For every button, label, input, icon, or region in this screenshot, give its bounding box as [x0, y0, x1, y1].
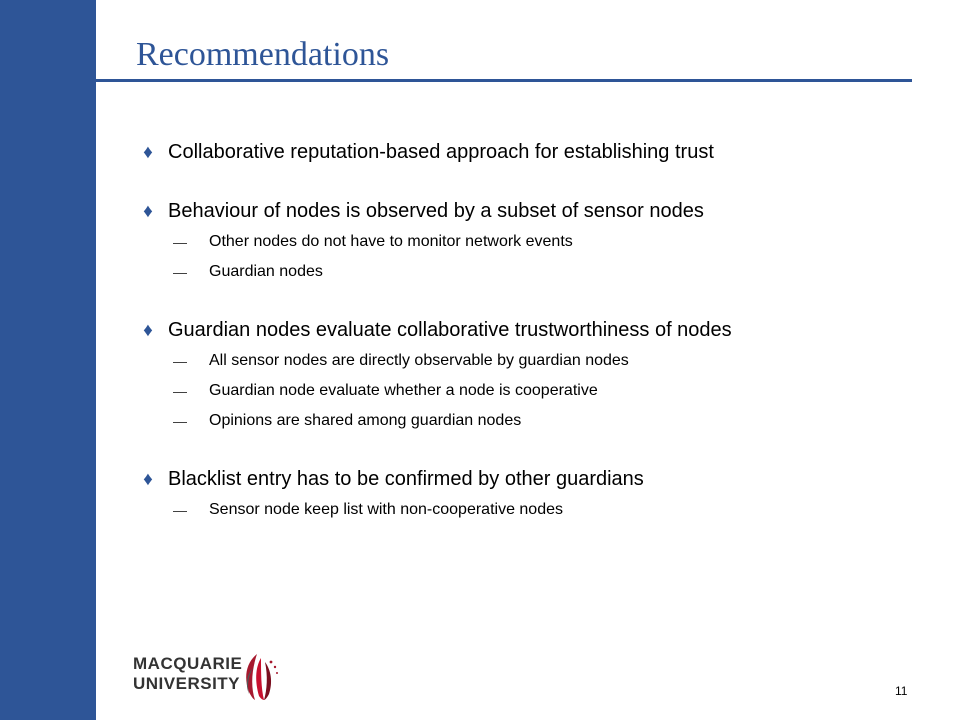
title-rule [34, 79, 912, 82]
logo-wordmark [133, 654, 242, 694]
dash-bullet-icon: — [173, 264, 187, 280]
bullet-item [140, 195, 930, 227]
page-number: 11 [895, 684, 908, 698]
sub-bullet-item [173, 346, 930, 376]
bullet-group [140, 463, 930, 525]
sub-bullet-text: Guardian nodes [209, 263, 323, 280]
sub-bullet-text: All sensor nodes are directly observable by guardian nodes [209, 352, 629, 369]
sub-bullet-text: Guardian node evaluate whether a node is cooperative [209, 382, 598, 399]
logo-line-1: MACQUARIE [133, 654, 243, 673]
bullet-group [140, 195, 930, 287]
dash-bullet-icon: — [173, 413, 187, 429]
side-bar [0, 0, 96, 720]
bullet-text: Guardian nodes evaluate collaborative trustworthiness of nodes [168, 318, 732, 341]
dash-bullet-icon: — [173, 502, 187, 518]
sub-bullet-item [173, 227, 930, 257]
bullet-item [140, 136, 930, 168]
sub-bullet-item [173, 257, 930, 287]
bullet-text: Behaviour of nodes is observed by a subset of sensor nodes [168, 199, 704, 222]
bullet-group [140, 136, 930, 168]
bullet-group [140, 314, 930, 436]
diamond-bullet-icon: ♦ [143, 141, 153, 163]
dash-bullet-icon: — [173, 383, 187, 399]
lighthouse-emblem-icon [235, 652, 281, 702]
sub-bullet-item [173, 406, 930, 436]
slide-title: Recommendations [136, 36, 390, 73]
logo-line-2: UNIVERSITY [133, 674, 241, 693]
sub-bullet-text: Other nodes do not have to monitor network events [209, 233, 573, 250]
bullet-text: Blacklist entry has to be confirmed by other guardians [168, 467, 644, 490]
sub-bullet-item [173, 376, 930, 406]
university-logo [133, 652, 293, 702]
diamond-bullet-icon: ♦ [143, 468, 153, 490]
bullet-text: Collaborative reputation-based approach for establishing trust [168, 140, 714, 163]
sub-bullet-item [173, 495, 930, 525]
diamond-bullet-icon: ♦ [143, 319, 153, 341]
diamond-bullet-icon: ♦ [143, 200, 153, 222]
bullet-item [140, 463, 930, 495]
dash-bullet-icon: — [173, 353, 187, 369]
dash-bullet-icon: — [173, 234, 187, 250]
sub-bullet-text: Sensor node keep list with non-cooperative nodes [209, 501, 563, 518]
bullet-item [140, 314, 930, 346]
bullet-list [140, 136, 930, 552]
sub-bullet-text: Opinions are shared among guardian nodes [209, 412, 522, 429]
